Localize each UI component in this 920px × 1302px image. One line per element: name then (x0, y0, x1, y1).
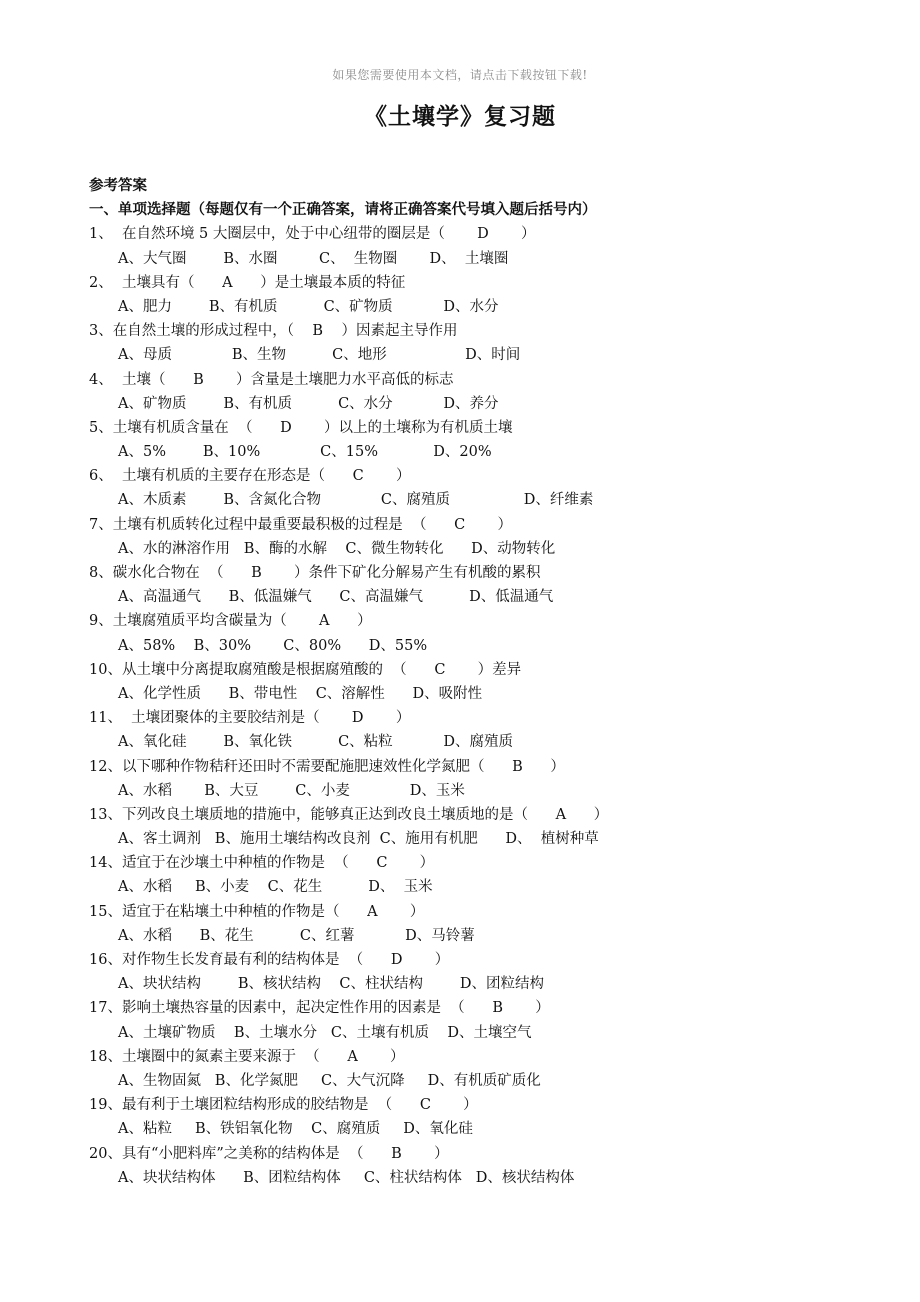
question-item (89, 464, 869, 512)
answer-options: A、肥力 B、有机质 C、矿物质 D、水分 (118, 298, 499, 315)
question-text: 11、 土壤团聚体的主要胶结剂是（ D ） (89, 710, 411, 727)
answer-options: A、生物固氮 B、化学氮肥 C、大气沉降 D、有机质矿质化 (118, 1072, 541, 1089)
question-text: 18、土壤圈中的氮素主要来源于 （ A ） (89, 1048, 405, 1065)
answer-options: A、粘粒 B、铁铝氧化物 C、腐殖质 D、氧化硅 (118, 1121, 473, 1138)
answer-options: A、58% B、30% C、80% D、55% (118, 637, 428, 654)
question-text: 12、以下哪种作物秸秆还田时不需要配施肥速效性化学氮肥（ B ） (89, 758, 565, 775)
question-item (89, 1093, 869, 1141)
answer-options: A、水稻 B、大豆 C、小麦 D、玉米 (118, 782, 465, 799)
answer-options: A、客土调剂 B、施用土壤结构改良剂 C、施用有机肥 D、 植树种草 (118, 831, 599, 848)
question-text: 16、对作物生长发育最有利的结构体是 （ D ） (89, 952, 450, 968)
question-item (89, 609, 869, 657)
question-text: 17、影响土壤热容量的因素中，起决定性作用的因素是 （ B ） (89, 1000, 550, 1017)
question-item (89, 755, 869, 803)
question-text: 2、 土壤具有（ A ）是土壤最本质的特征 (89, 274, 406, 291)
question-text: 10、从土壤中分离提取腐殖酸是根据腐殖酸的 （ C ）差异 (89, 661, 522, 678)
question-item (89, 1045, 869, 1093)
question-text: 19、最有利于土壤团粒结构形成的胶结物是 （ C ） (89, 1097, 478, 1114)
question-text: 13、下列改良土壤质地的措施中，能够真正达到改良土壤质地的是（ A ） (89, 806, 609, 823)
answer-options: A、块状结构体 B、团粒结构体 C、柱状结构体 D、核状结构体 (118, 1169, 575, 1186)
download-notice: 如果您需要使用本文档，请点击下载按钮下载! (332, 68, 588, 82)
question-text: 15、适宜于在粘壤土中种植的作物是（ A ） (89, 903, 425, 920)
answer-options: A、大气圈 B、水圈 C、 生物圈 D、 土壤圈 (118, 250, 509, 267)
question-text: 1、 在自然环境 5 大圈层中，处于中心纽带的圈层是（ D ） (89, 226, 536, 243)
answer-options: A、化学性质 B、带电性 C、溶解性 D、吸附性 (118, 685, 483, 702)
answer-options: A、高温通气 B、低温嫌气 C、高温嫌气 D、低温通气 (118, 589, 554, 606)
answer-options: A、5% B、10% C、15% D、20% (118, 444, 492, 461)
question-item (89, 658, 869, 706)
question-item (89, 271, 869, 319)
question-item (89, 851, 869, 899)
question-text: 4、 土壤（ B ）含量是土壤肥力水平高低的标志 (89, 371, 454, 388)
question-text: 6、 土壤有机质的主要存在形态是（ C ） (89, 468, 411, 485)
question-text: 7、土壤有机质转化过程中最重要最积极的过程是 （ C ） (89, 516, 512, 533)
question-text: 8、碳水化合物在 （ B ）条件下矿化分解易产生有机酸的累积 (89, 565, 541, 581)
answer-options: A、氧化硅 B、氧化铁 C、粘粒 D、腐殖质 (118, 734, 514, 751)
answer-options: A、水的淋溶作用 B、酶的水解 C、微生物转化 D、动物转化 (118, 540, 556, 557)
answer-options: A、矿物质 B、有机质 C、水分 D、养分 (118, 395, 499, 412)
question-text: 3、在自然土壤的形成过程中，（ B ）因素起主导作用 (89, 323, 458, 340)
question-item (89, 948, 869, 996)
question-item (89, 319, 869, 367)
question-item (89, 996, 869, 1044)
question-item (89, 222, 869, 270)
question-item (89, 706, 869, 754)
document-body (89, 174, 869, 1190)
question-text: 9、土壤腐殖质平均含碳量为（ A ） (89, 613, 372, 630)
answer-options: A、木质素 B、含氮化合物 C、腐殖质 D、纤维素 (118, 492, 594, 509)
section-label: 参考答案 (89, 177, 147, 194)
answer-options: A、块状结构 B、核状结构 C、柱状结构 D、团粒结构 (118, 976, 545, 993)
question-item (89, 1142, 869, 1190)
question-text: 14、适宜于在沙壤土中种植的作物是 （ C ） (89, 855, 435, 872)
question-list (89, 222, 869, 1190)
question-item (89, 561, 869, 609)
answer-options: A、土壤矿物质 B、土壤水分 C、土壤有机质 D、土壤空气 (118, 1024, 532, 1041)
question-item (89, 416, 869, 464)
answer-options: A、水稻 B、花生 C、红薯 D、马铃薯 (118, 927, 475, 944)
question-text: 20、具有“小肥料库”之美称的结构体是 （ B ） (89, 1145, 449, 1162)
answer-options: A、母质 B、生物 C、地形 D、时间 (118, 347, 521, 364)
answer-options: A、水稻 B、小麦 C、花生 D、 玉米 (118, 879, 433, 896)
document-title: 《土壤学》复习题 (364, 103, 556, 130)
section-heading: 一、单项选择题（每题仅有一个正确答案，请将正确答案代号填入题后括号内） (89, 201, 597, 219)
question-item (89, 513, 869, 561)
question-item (89, 368, 869, 416)
question-item (89, 803, 869, 851)
question-text: 5、土壤有机质含量在 （ D ）以上的土壤称为有机质土壤 (89, 419, 513, 436)
question-item (89, 900, 869, 948)
